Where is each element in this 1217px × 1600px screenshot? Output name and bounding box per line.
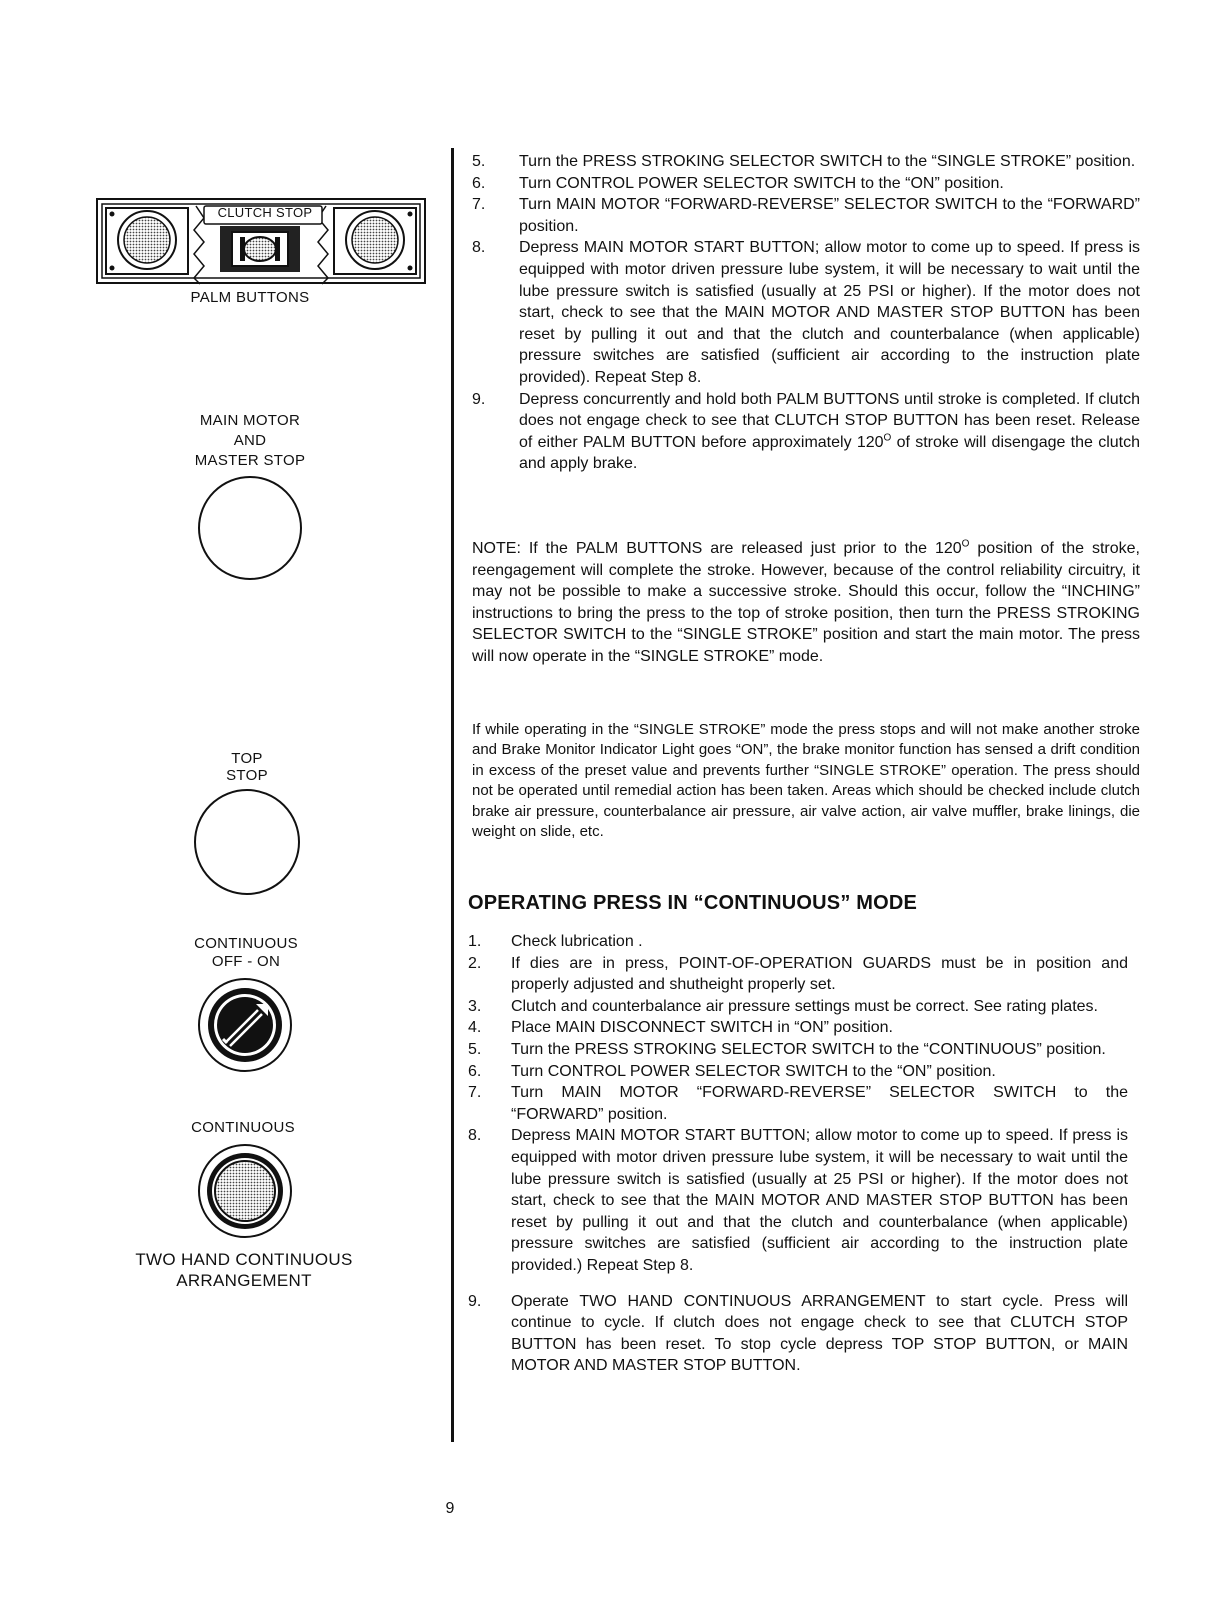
continuous-step-2 — [468, 953, 1128, 996]
step-text: Depress MAIN MOTOR START BUTTON; allow motor to come up to speed. If press is equipped with motor driven pressure lube system, it will be necessary to wait until the lube pressure switch is satisfied (usually at 25 PSI or higher). If the motor does not start, check to see that the MAIN MOTOR AND MASTER STOP BUTTON has been reset by pulling it out and that the clutch and counterbalance (when applicable) pressure switches are satisfied (sufficient air according to the instruction plate provided.) Repeat Step 8. — [511, 1127, 1128, 1274]
step-number: 4. — [468, 1019, 482, 1037]
single-step-7 — [472, 194, 1140, 237]
top-stop-caption-line1: TOP — [231, 750, 263, 767]
step-text-b: of stroke will disengage the clutch and apply brake. — [519, 433, 1140, 473]
continuous-button — [196, 1142, 294, 1240]
main-motor-caption-line2: AND — [233, 432, 267, 449]
continuous-step-4 — [468, 1017, 1128, 1039]
note-text-b: position of the stroke, reengagement will complete the stroke. However, because of the control reliability circuitry, it may not be possible to make a successive stroke. Should this occur, follow the “INCHING” instructions to bring the press to the top of stroke position, then turn the PRESS STROKING SELECTOR SWITCH to the “SINGLE STROKE” position and start the main motor. The press will now operate in the “SINGLE STROKE” mode. — [472, 540, 1140, 665]
page-number: 9 — [445, 1500, 455, 1517]
continuous-step-1 — [468, 931, 1128, 953]
step-text: Turn CONTROL POWER SELECTOR SWITCH to the “ON” position. — [519, 174, 1004, 192]
step-text: Turn the PRESS STROKING SELECTOR SWITCH to the “SINGLE STROKE” position. — [519, 153, 1136, 170]
note-paragraph — [472, 538, 1140, 668]
step-number: 9. — [468, 1292, 482, 1310]
main-motor-stop-button — [196, 474, 304, 582]
step-number: 3. — [468, 997, 482, 1015]
step-text: Turn MAIN MOTOR “FORWARD-REVERSE” SELECTOR SWITCH to the “FORWARD” position. — [511, 1084, 1128, 1123]
single-step-6 — [472, 173, 1140, 195]
step-number: 5. — [472, 153, 486, 170]
step-text: Check lubrication . — [511, 933, 643, 950]
continuous-switch-caption-line1: CONTINUOUS — [194, 935, 298, 952]
palm-buttons-caption: PALM BUTTONS — [190, 289, 310, 306]
step-text-a: Depress concurrently and hold both PALM BUTTONS until stroke is completed. If clutch does not engage check to see that CLUTCH STOP BUTTON has been reset. Release of either PALM BUTTON before approximately 120 — [519, 390, 1140, 451]
clutch-stop-label: CLUTCH STOP — [217, 205, 313, 220]
continuous-step-5 — [468, 1039, 1128, 1061]
main-motor-caption-line3: MASTER STOP — [194, 452, 306, 469]
brake-monitor-paragraph: If while operating in the “SINGLE STROKE” mode the press stops and will not make another stroke and Brake Monitor Indicator Light goes “ON”, the brake monitor function has sensed a drift condition in excess of the preset value and prevents further “SINGLE STROKE” operation. The press should not be operated until remedial action has been taken. Areas which should be checked include clutch brake air pressure, counterbalance air pressure, air valve action, air valve muffler, brake linings, die weight on slide, etc. — [472, 721, 1140, 841]
step-number: 2. — [468, 954, 482, 972]
step-text: Turn MAIN MOTOR “FORWARD-REVERSE” SELECTOR SWITCH to the “FORWARD” position. — [519, 196, 1140, 235]
step-number: 6. — [472, 174, 486, 192]
continuous-mode-heading: OPERATING PRESS IN “CONTINUOUS” MODE — [468, 892, 918, 914]
note-degree-sup: O — [961, 538, 970, 550]
step-number: 7. — [468, 1084, 482, 1102]
step-number: 8. — [472, 239, 486, 257]
step-number: 7. — [472, 196, 486, 214]
step-text: Turn CONTROL POWER SELECTOR SWITCH to the “ON” position. — [511, 1062, 996, 1080]
single-stroke-steps — [472, 151, 1140, 475]
two-hand-caption-line1: TWO HAND CONTINUOUS — [135, 1250, 353, 1269]
continuous-caption: CONTINUOUS — [191, 1119, 295, 1136]
note-text-a: NOTE: If the PALM BUTTONS are released just prior to the 120 — [472, 540, 962, 557]
step-text: Depress MAIN MOTOR START BUTTON; allow motor to come up to speed. If press is equipped with motor driven pressure lube system, it will be necessary to wait until the lube pressure switch is satisfied (usually at 25 PSI or higher). If the motor does not start, check to see that the MAIN MOTOR AND MASTER STOP BUTTON has been reset by pulling it out and that the clutch and counterbalance (when applicable) pressure switches are satisfied (sufficient air according to the instruction plate provided). Repeat Step 8. — [519, 239, 1140, 386]
single-step-5 — [472, 151, 1140, 173]
degree-sup: O — [883, 432, 892, 444]
top-stop-button — [192, 787, 302, 897]
two-hand-caption-line2: ARRANGEMENT — [176, 1271, 312, 1290]
continuous-steps — [468, 931, 1128, 1377]
continuous-step-3 — [468, 996, 1128, 1018]
step-text: Turn the PRESS STROKING SELECTOR SWITCH to the “CONTINUOUS” position. — [511, 1040, 1106, 1058]
step-number: 5. — [468, 1040, 482, 1058]
step-number: 9. — [472, 390, 486, 408]
continuous-step-7 — [468, 1082, 1128, 1125]
single-step-9 — [472, 389, 1140, 475]
continuous-step-9 — [468, 1291, 1128, 1377]
step-number: 1. — [468, 933, 482, 950]
continuous-selector-switch — [196, 976, 294, 1074]
continuous-step-6 — [468, 1061, 1128, 1083]
step-text: Clutch and counterbalance air pressure settings must be correct. See rating plates. — [511, 997, 1098, 1015]
step-text: If dies are in press, POINT-OF-OPERATION GUARDS must be in position and properly adjusted and shutheight properly set. — [511, 954, 1128, 994]
step-text: Place MAIN DISCONNECT SWITCH in “ON” position. — [511, 1019, 893, 1037]
main-motor-caption-line1: MAIN MOTOR — [199, 412, 301, 429]
continuous-switch-caption-line2: OFF - ON — [211, 953, 281, 970]
column-divider — [451, 148, 454, 1442]
single-step-8 — [472, 237, 1140, 388]
top-stop-caption-line2: STOP — [226, 767, 268, 784]
continuous-step-8 — [468, 1125, 1128, 1276]
step-number: 8. — [468, 1127, 482, 1145]
step-text: Operate TWO HAND CONTINUOUS ARRANGEMENT to start cycle. Press will continue to cycle. If clutch does not engage check to see that CLUTCH STOP BUTTON has been reset. To stop cycle depress TOP STOP BUTTON, or MAIN MOTOR AND MASTER STOP BUTTON. — [511, 1292, 1128, 1375]
step-number: 6. — [468, 1062, 482, 1080]
